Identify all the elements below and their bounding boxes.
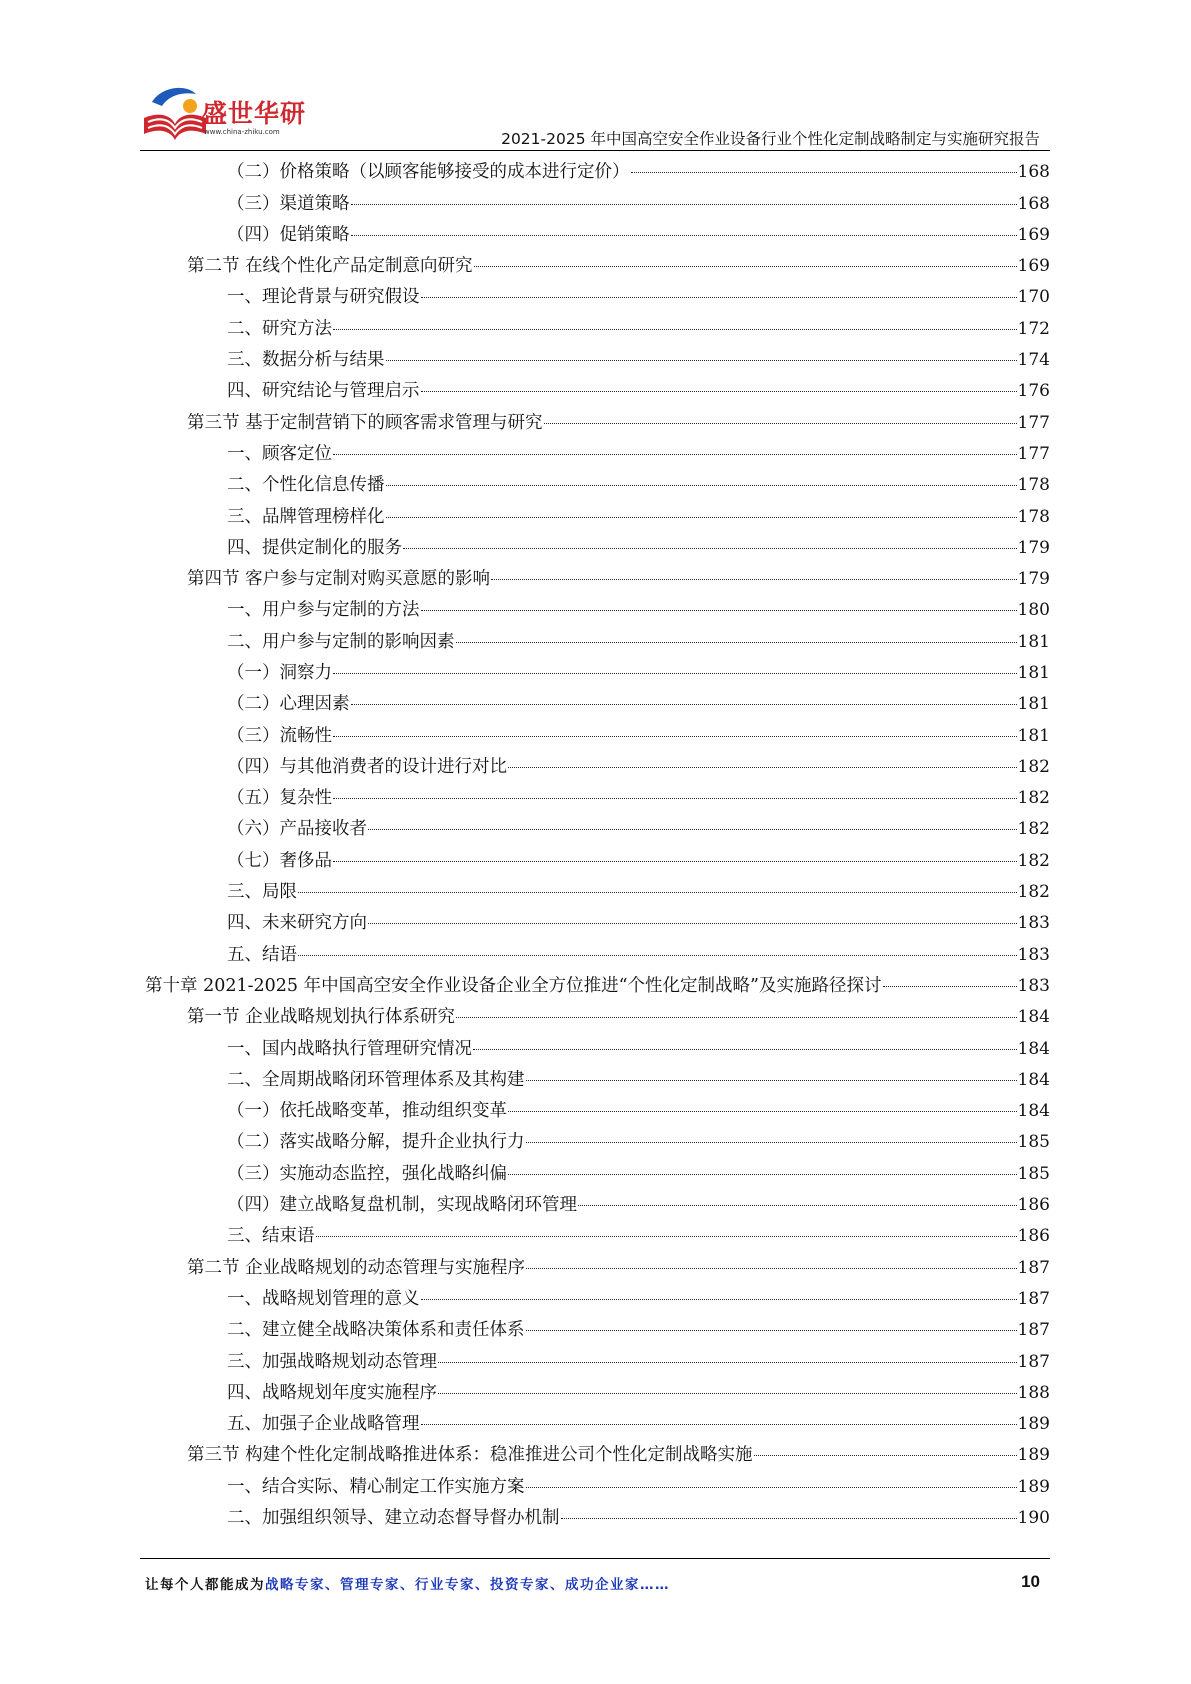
tagline-roles: 战略专家、管理专家、行业专家、投资专家、成功企业家…… xyxy=(265,1577,670,1593)
toc-entry-page: 181 xyxy=(1017,631,1050,652)
toc-entry-title: （三）流畅性 xyxy=(227,725,332,746)
toc-entry-title: （四）建立战略复盘机制，实现战略闭环管理 xyxy=(227,1195,577,1216)
footer-divider xyxy=(140,1558,1050,1559)
toc-entry-page: 181 xyxy=(1017,663,1050,683)
toc-entry-title: （四）与其他消费者的设计进行对比 xyxy=(227,756,507,777)
toc-entry-title: 四、研究结论与管理启示 xyxy=(227,381,420,402)
toc-leader-dots xyxy=(403,529,1017,549)
toc-leader-dots xyxy=(333,435,1017,455)
toc-entry-title: 三、局限 xyxy=(227,882,297,903)
toc-entry-title: （一）洞察力 xyxy=(227,663,332,683)
toc-entry-page: 184 xyxy=(1017,1038,1050,1059)
toc-leader-dots xyxy=(386,497,1017,517)
toc-entry-page: 183 xyxy=(1017,944,1050,965)
toc-entry-page: 187 xyxy=(1017,1320,1050,1341)
table-of-contents xyxy=(145,157,1050,1534)
toc-entry-page: 181 xyxy=(1017,725,1050,746)
toc-entry-page: 185 xyxy=(1017,1132,1050,1153)
toc-entry-page: 169 xyxy=(1017,256,1050,277)
toc-entry-page: 172 xyxy=(1017,318,1050,339)
toc-entry-page: 184 xyxy=(1017,1101,1050,1122)
toc-entry-title: 一、用户参与定制的方法 xyxy=(227,600,420,621)
toc-entry-title: 第一节 企业战略规划执行体系研究 xyxy=(187,1007,456,1028)
toc-entry-title: 一、国内战略执行管理研究情况 xyxy=(227,1038,472,1059)
toc-entry-title: 二、全周期战略闭环管理体系及其构建 xyxy=(227,1069,525,1090)
toc-leader-dots xyxy=(456,622,1017,642)
toc-entry-title: 一、顾客定位 xyxy=(227,443,332,464)
toc-entry-page: 183 xyxy=(1017,913,1050,934)
toc-leader-dots xyxy=(508,1155,1017,1175)
toc-entry-title: （一）依托战略变革，推动组织变革 xyxy=(227,1101,507,1122)
toc-leader-dots xyxy=(316,1217,1017,1237)
toc-leader-dots xyxy=(631,153,1017,173)
toc-entry-title: （三）实施动态监控，强化战略纠偏 xyxy=(227,1163,507,1184)
toc-entry-title: 五、结语 xyxy=(227,944,297,965)
toc-entry-page: 189 xyxy=(1017,1445,1050,1466)
toc-entry-page: 169 xyxy=(1017,224,1050,245)
toc-leader-dots xyxy=(421,1280,1017,1300)
toc-leader-dots xyxy=(508,748,1017,768)
toc-entry-title: 四、提供定制化的服务 xyxy=(227,537,402,558)
header-divider xyxy=(140,150,1050,151)
toc-entry-title: 五、加强子企业战略管理 xyxy=(227,1414,420,1435)
toc-entry-page: 178 xyxy=(1017,506,1050,527)
toc-entry-page: 176 xyxy=(1017,381,1050,402)
toc-leader-dots xyxy=(333,842,1017,862)
toc-entry-page: 182 xyxy=(1017,850,1050,871)
toc-leader-dots xyxy=(578,1186,1017,1206)
toc-entry-title: （七）奢侈品 xyxy=(227,850,332,871)
toc-entry-page: 182 xyxy=(1017,882,1050,903)
toc-leader-dots xyxy=(368,904,1017,924)
toc-leader-dots xyxy=(561,1499,1017,1519)
toc-leader-dots xyxy=(526,1248,1016,1268)
toc-entry-title: 第十章 2021-2025 年中国高空安全作业设备企业全方位推进“个性化定制战略”及实施路径探讨 xyxy=(145,975,882,996)
toc-entry-page: 181 xyxy=(1017,694,1050,715)
toc-leader-dots xyxy=(421,591,1017,611)
toc-entry-title: 三、加强战略规划动态管理 xyxy=(227,1351,437,1372)
toc-leader-dots xyxy=(368,810,1017,830)
toc-leader-dots xyxy=(351,685,1017,705)
toc-leader-dots xyxy=(333,779,1017,799)
toc-entry-page: 187 xyxy=(1017,1288,1050,1309)
toc-leader-dots xyxy=(351,216,1017,236)
toc-entry-page: 178 xyxy=(1017,475,1050,496)
toc-entry-page: 168 xyxy=(1017,193,1050,214)
toc-entry-title: 二、研究方法 xyxy=(227,318,332,339)
toc-entry-page: 190 xyxy=(1017,1508,1050,1529)
logo-book-icon xyxy=(140,84,210,148)
toc-leader-dots xyxy=(298,935,1017,955)
toc-entry-page: 177 xyxy=(1017,412,1050,433)
toc-entry-title: （二）心理因素 xyxy=(227,694,350,715)
toc-entry-title: 一、战略规划管理的意义 xyxy=(227,1288,420,1309)
logo-url: www.china-zhiku.com xyxy=(204,128,280,136)
toc-entry-page: 185 xyxy=(1017,1163,1050,1184)
toc-leader-dots xyxy=(298,873,1017,893)
toc-entry-page: 189 xyxy=(1017,1476,1050,1497)
logo-text: 盛世华研 xyxy=(202,99,307,128)
toc-entry-title: 四、战略规划年度实施程序 xyxy=(227,1382,437,1403)
toc-leader-dots xyxy=(333,654,1017,674)
toc-entry-title: 一、理论背景与研究假设 xyxy=(227,287,420,308)
toc-entry-title: 二、个性化信息传播 xyxy=(227,475,385,496)
toc-leader-dots xyxy=(421,278,1017,298)
toc-entry[interactable] xyxy=(145,1503,1050,1534)
toc-leader-dots xyxy=(544,403,1017,423)
toc-leader-dots xyxy=(386,466,1017,486)
toc-entry-title: 第三节 构建个性化定制战略推进体系：稳准推进公司个性化定制战略实施 xyxy=(187,1445,753,1466)
toc-entry-title: 四、未来研究方向 xyxy=(227,913,367,934)
toc-entry-page: 189 xyxy=(1017,1414,1050,1435)
toc-entry-title: 第二节 企业战略规划的动态管理与实施程序 xyxy=(187,1257,526,1278)
toc-leader-dots xyxy=(526,1061,1017,1081)
toc-entry-page: 188 xyxy=(1017,1382,1050,1403)
toc-entry-page: 186 xyxy=(1017,1226,1050,1247)
toc-leader-dots xyxy=(351,184,1017,204)
footer-tagline xyxy=(145,1573,670,1593)
toc-entry-page: 179 xyxy=(1017,537,1050,558)
toc-entry-page: 183 xyxy=(1017,975,1050,996)
toc-leader-dots xyxy=(386,341,1017,361)
toc-entry-title: （二）落实战略分解，提升企业执行力 xyxy=(227,1132,525,1153)
toc-entry-title: （六）产品接收者 xyxy=(227,819,367,840)
toc-leader-dots xyxy=(438,1374,1017,1394)
toc-leader-dots xyxy=(754,1436,1017,1456)
page-header xyxy=(0,0,1191,160)
toc-entry-title: （二）价格策略（以顾客能够接受的成本进行定价） xyxy=(227,162,630,183)
toc-entry-page: 187 xyxy=(1017,1257,1050,1278)
toc-leader-dots xyxy=(438,1342,1017,1362)
toc-leader-dots xyxy=(526,1311,1017,1331)
toc-entry-title: 三、品牌管理榜样化 xyxy=(227,506,385,527)
toc-leader-dots xyxy=(526,1123,1017,1143)
tagline-prefix: 让每个人都能成为 xyxy=(145,1577,265,1593)
toc-leader-dots xyxy=(883,967,1017,987)
toc-entry-title: 二、加强组织领导、建立动态督导督办机制 xyxy=(227,1508,560,1529)
toc-entry-title: 第四节 客户参与定制对购买意愿的影响 xyxy=(187,569,491,590)
toc-entry-page: 182 xyxy=(1017,788,1050,809)
company-logo xyxy=(140,84,310,154)
toc-entry-page: 168 xyxy=(1017,162,1050,183)
toc-entry-page: 182 xyxy=(1017,819,1050,840)
toc-entry-page: 180 xyxy=(1017,600,1050,621)
toc-leader-dots xyxy=(421,1405,1017,1425)
toc-entry-page: 179 xyxy=(1017,569,1050,590)
toc-entry-page: 177 xyxy=(1017,443,1050,464)
toc-entry-title: （三）渠道策略 xyxy=(227,193,350,214)
toc-leader-dots xyxy=(333,716,1017,736)
toc-entry-title: 第三节 基于定制营销下的顾客需求管理与研究 xyxy=(187,412,543,433)
toc-leader-dots xyxy=(333,309,1017,329)
toc-leader-dots xyxy=(474,247,1017,267)
toc-leader-dots xyxy=(526,1467,1017,1487)
toc-entry-page: 187 xyxy=(1017,1351,1050,1372)
toc-entry-title: （四）促销策略 xyxy=(227,224,350,245)
toc-entry-title: （五）复杂性 xyxy=(227,788,332,809)
toc-entry-title: 二、建立健全战略决策体系和责任体系 xyxy=(227,1320,525,1341)
toc-entry-page: 174 xyxy=(1017,350,1050,371)
page-number: 10 xyxy=(1021,1572,1040,1591)
toc-entry-title: 一、结合实际、精心制定工作实施方案 xyxy=(227,1476,525,1497)
toc-leader-dots xyxy=(508,1092,1017,1112)
toc-entry-page: 184 xyxy=(1017,1069,1050,1090)
toc-entry-page: 170 xyxy=(1017,287,1050,308)
toc-entry-page: 182 xyxy=(1017,756,1050,777)
toc-leader-dots xyxy=(473,1029,1017,1049)
toc-leader-dots xyxy=(456,998,1016,1018)
toc-entry-title: 三、数据分析与结果 xyxy=(227,350,385,371)
toc-entry-title: 三、结束语 xyxy=(227,1226,315,1247)
toc-entry-title: 二、用户参与定制的影响因素 xyxy=(227,631,455,652)
report-title: 2021-2025 年中国高空安全作业设备行业个性化定制战略制定与实施研究报告 xyxy=(501,130,1040,148)
toc-entry-title: 第二节 在线个性化产品定制意向研究 xyxy=(187,256,473,277)
toc-leader-dots xyxy=(491,560,1016,580)
toc-leader-dots xyxy=(421,372,1017,392)
toc-entry-page: 184 xyxy=(1017,1007,1050,1028)
toc-entry-page: 186 xyxy=(1017,1195,1050,1216)
